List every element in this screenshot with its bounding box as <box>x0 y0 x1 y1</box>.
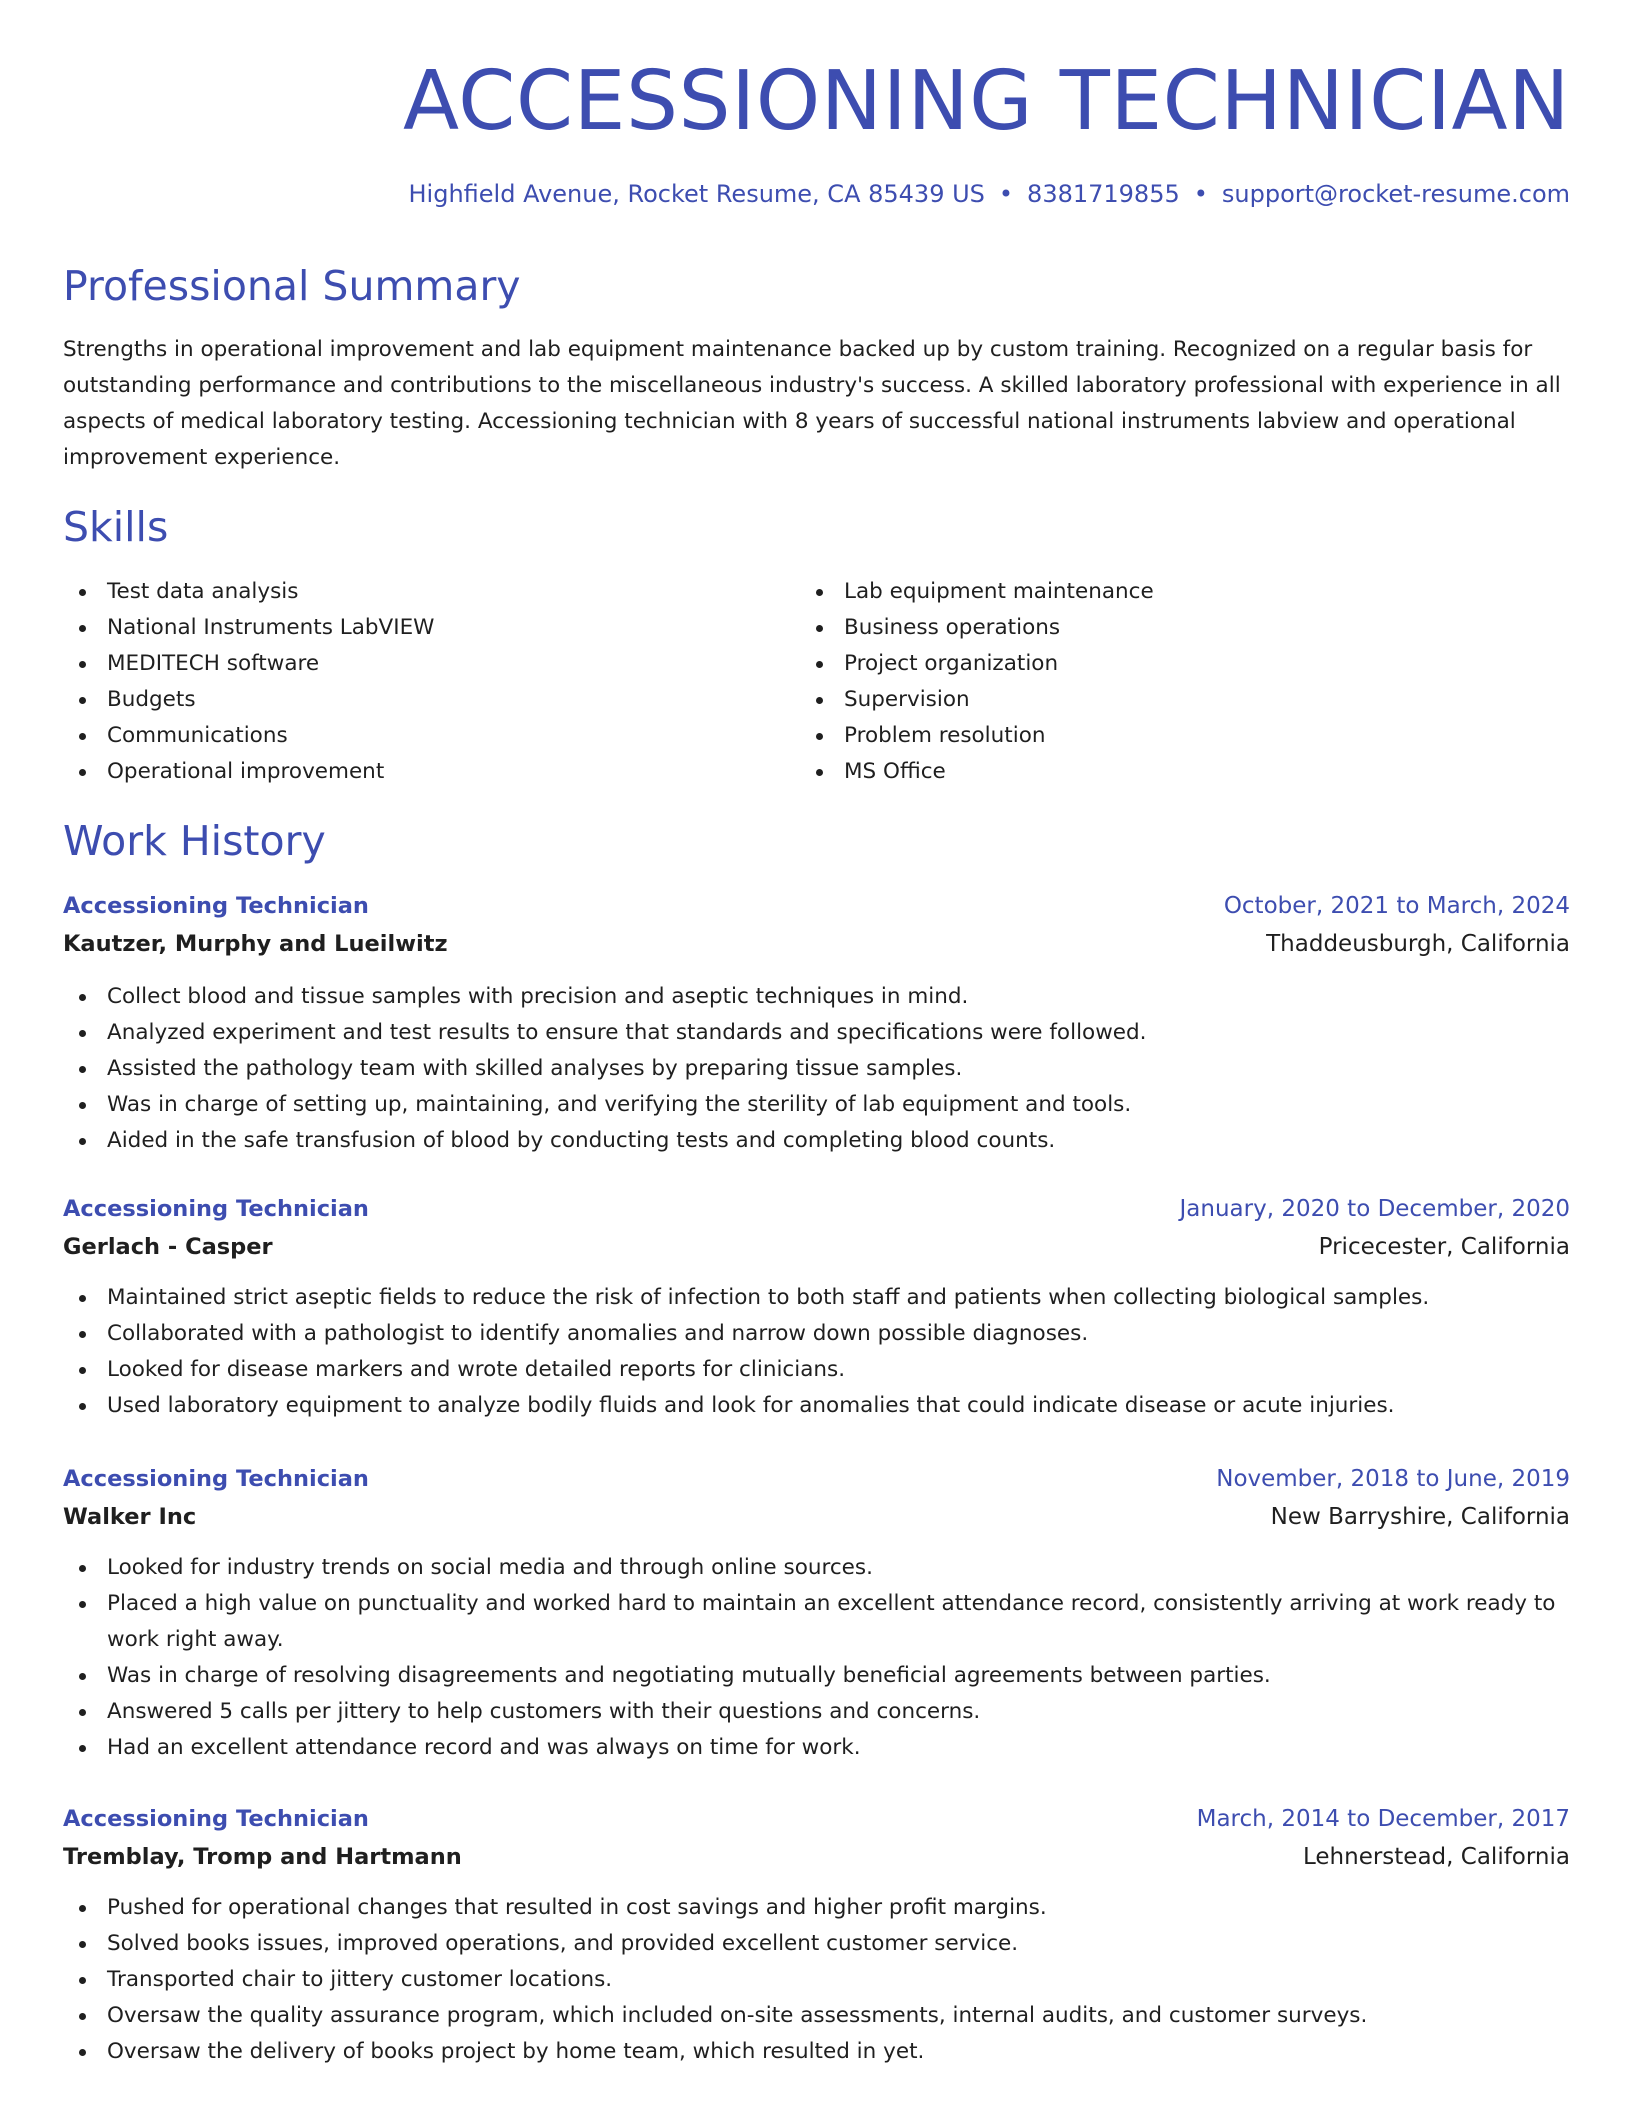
job-entry <box>63 1190 1570 1424</box>
job-dates: October, 2021 to March, 2024 <box>1223 893 1570 919</box>
job-bullet: Analyzed experiment and test results to ensure that standards and specifications were followed. <box>63 1015 1570 1051</box>
skills-list-left <box>63 574 763 790</box>
job-dates: March, 2014 to December, 2017 <box>1196 1806 1570 1832</box>
skill-item: Operational improvement <box>63 754 763 790</box>
job-dates: November, 2018 to June, 2019 <box>1216 1466 1570 1492</box>
skill-item: Project organization <box>800 646 1500 682</box>
job-dates: January, 2020 to December, 2020 <box>1179 1196 1570 1222</box>
job-title: Accessioning Technician <box>63 1806 369 1832</box>
job-location: Lehnerstead, California <box>1302 1844 1570 1870</box>
job-bullet: Assisted the pathology team with skilled analyses by preparing tissue samples. <box>63 1051 1570 1087</box>
job-location: Pricecester, California <box>1318 1234 1570 1260</box>
contact-separator: • <box>1193 180 1208 208</box>
skills-list-right <box>800 574 1500 790</box>
contact-separator: • <box>998 180 1014 208</box>
job-company: Gerlach - Casper <box>63 1234 273 1260</box>
skill-item: Budgets <box>63 682 763 718</box>
section-heading-skills: Skills <box>63 503 169 551</box>
skill-item: Test data analysis <box>63 574 763 610</box>
job-title: Accessioning Technician <box>63 1196 369 1222</box>
contact-address: Highfield Avenue, Rocket Resume, CA 85439 US <box>408 180 985 208</box>
contact-phone[interactable]: 8381719855 <box>1027 180 1180 208</box>
job-bullet: Collect blood and tissue samples with precision and aseptic techniques in mind. <box>63 979 1570 1015</box>
skill-item: National Instruments LabVIEW <box>63 610 763 646</box>
job-company: Tremblay, Tromp and Hartmann <box>63 1844 462 1870</box>
job-bullets <box>63 1890 1570 2070</box>
job-title: Accessioning Technician <box>63 893 369 919</box>
contact-email[interactable]: support@rocket-resume.com <box>1221 180 1570 208</box>
job-bullet: Pushed for operational changes that resulted in cost savings and higher profit margins. <box>63 1890 1570 1926</box>
job-bullet: Used laboratory equipment to analyze bodily fluids and look for anomalies that could indicate disease or acute injuries. <box>63 1388 1570 1424</box>
skill-item: Lab equipment maintenance <box>800 574 1500 610</box>
job-location: New Barryshire, California <box>1270 1504 1570 1530</box>
contact-line <box>409 180 1571 208</box>
job-company: Kautzer, Murphy and Lueilwitz <box>63 931 448 957</box>
job-bullet: Looked for industry trends on social media and through online sources. <box>63 1550 1570 1586</box>
job-bullets <box>63 1550 1570 1766</box>
summary-text: Strengths in operational improvement and lab equipment maintenance backed up by custom training. Recognized on a regular basis for outstanding performance and contributions to the miscellaneous industry's success. A skilled laboratory professional with experience in all aspects of medical laboratory testing. Accessioning technician with 8 years of successful national instruments labview and operational improvement experience. <box>63 337 1561 470</box>
job-bullet: Transported chair to jittery customer locations. <box>63 1962 1570 1998</box>
job-bullet: Solved books issues, improved operations, and provided excellent customer service. <box>63 1926 1570 1962</box>
job-entry <box>63 1460 1570 1766</box>
job-bullet: Collaborated with a pathologist to identify anomalies and narrow down possible diagnoses. <box>63 1316 1570 1352</box>
job-company: Walker Inc <box>63 1504 197 1530</box>
job-bullet: Had an excellent attendance record and was always on time for work. <box>63 1730 1570 1766</box>
skill-item: MS Office <box>800 754 1500 790</box>
resume-title: ACCESSIONING TECHNICIAN <box>403 54 1570 149</box>
job-entry <box>63 1800 1570 2070</box>
job-bullet: Placed a high value on punctuality and worked hard to maintain an excellent attendance record, consistently arriving at work ready to work right away. <box>63 1586 1570 1658</box>
job-bullet: Oversaw the quality assurance program, which included on-site assessments, internal audits, and customer surveys. <box>63 1998 1570 2034</box>
job-bullet: Maintained strict aseptic fields to reduce the risk of infection to both staff and patients when collecting biological samples. <box>63 1280 1570 1316</box>
section-heading-work-history: Work History <box>63 817 326 865</box>
job-entry <box>63 887 1570 1159</box>
skill-item: Business operations <box>800 610 1500 646</box>
job-bullet: Looked for disease markers and wrote detailed reports for clinicians. <box>63 1352 1570 1388</box>
job-bullet: Was in charge of resolving disagreements and negotiating mutually beneficial agreements between parties. <box>63 1658 1570 1694</box>
job-bullet: Oversaw the delivery of books project by home team, which resulted in yet. <box>63 2034 1570 2070</box>
skill-item: MEDITECH software <box>63 646 763 682</box>
job-bullet: Aided in the safe transfusion of blood by conducting tests and completing blood counts. <box>63 1123 1570 1159</box>
job-bullets <box>63 979 1570 1159</box>
job-bullet: Was in charge of setting up, maintaining, and verifying the sterility of lab equipment and tools. <box>63 1087 1570 1123</box>
skill-item: Communications <box>63 718 763 754</box>
skill-item: Supervision <box>800 682 1500 718</box>
job-location: Thaddeusburgh, California <box>1266 931 1570 957</box>
job-bullet: Answered 5 calls per jittery to help customers with their questions and concerns. <box>63 1694 1570 1730</box>
job-bullets <box>63 1280 1570 1424</box>
skill-item: Problem resolution <box>800 718 1500 754</box>
job-title: Accessioning Technician <box>63 1466 369 1492</box>
section-heading-summary: Professional Summary <box>63 262 521 310</box>
